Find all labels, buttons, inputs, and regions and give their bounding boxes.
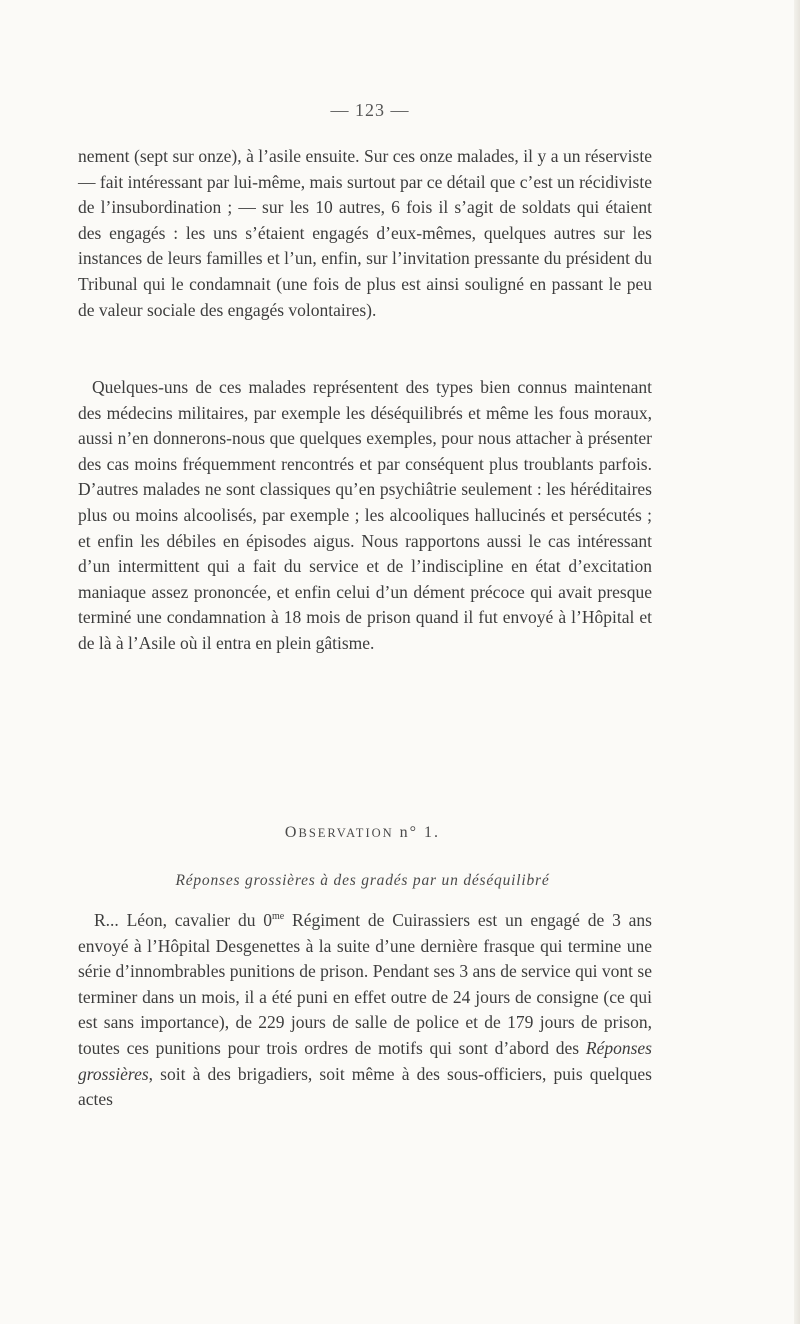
page-edge-shadow xyxy=(794,0,800,1324)
page-number: — 123 — xyxy=(330,100,410,120)
ordinal-superscript: me xyxy=(272,911,285,923)
observation-paragraph-end: , soit à des brigadiers, soit même à des sous-officiers, puis quelques actes xyxy=(78,1063,652,1110)
observation-title-number: n° 1. xyxy=(399,824,441,841)
observation-paragraph xyxy=(78,908,652,1113)
observation-title xyxy=(0,824,725,842)
observation-paragraph-middle: Régiment de Cuirassiers est un engagé de 3 ans envoyé à l’Hôpital Desgenettes à la suite d’une dernière frasque qui termine une série d’innombrables punitions de prison. Pendant ses 3 ans de service qui vont se terminer dans un mois, il a été puni en effet outre de 24 jours de consigne (ce qui est sans importance), de 229 jours de salle de police et de 179 jours de prison, toutes ces punitions pour trois ordres de motifs qui sont d’abord des xyxy=(78,910,652,1058)
observation-title-initial: O xyxy=(284,824,299,841)
paragraph-1: nement (sept sur onze), à l’asile ensuite. Sur ces onze malades, il y a un réserviste — fait intéressant par lui-même, mais surtout par ce détail que c’est un récidiviste de l’insubordination ; — sur les 10 autres, 6 fois il s’agit de soldats qui étaient des engagés : les uns s’étaient engagés d’eux-mêmes, quelques autres sur les instances de leurs familles et l’un, enfin, sur l’invitation pressante du président du Tribunal qui le condamnait (une fois de plus est ainsi souligné en passant le peu de valeur sociale des engagés volontaires). xyxy=(78,146,652,320)
observation-paragraph-start: R... Léon, cavalier du 0 xyxy=(94,910,273,930)
observation-subtitle: Réponses grossières à des gradés par un déséquilibré xyxy=(175,872,550,889)
observation-paragraph-italic: Réponses grossières xyxy=(78,1037,652,1084)
observation-title-rest: BSERVATION xyxy=(298,826,394,840)
paragraph-2: Quelques-uns de ces malades représentent des types bien connus maintenant des médecins militaires, par exemple les déséquilibrés et même les fous moraux, aussi n’en donnerons-nous que quelques exemples, pour nous attacher à présenter des cas moins fréquemment rencontrés et par conséquent plus troublants parfois. D’autres malades ne sont classiques qu’en psychiâtrie seulement : les héréditaires plus ou moins alcoolisés, par exemple ; les alcooliques hallucinés et persécutés ; et enfin les débiles en épisodes aigus. Nous rapportons aussi le cas intéressant d’un intermittent qui a fait du service et de l’indiscipline en état d’excitation maniaque assez prononcée, et enfin celui d’un dément précoce qui avait presque terminé une condamnation à 18 mois de prison quand il fut envoyé à l’Hôpital et de là à l’Asile où il entra en plein gâtisme. xyxy=(78,377,652,653)
